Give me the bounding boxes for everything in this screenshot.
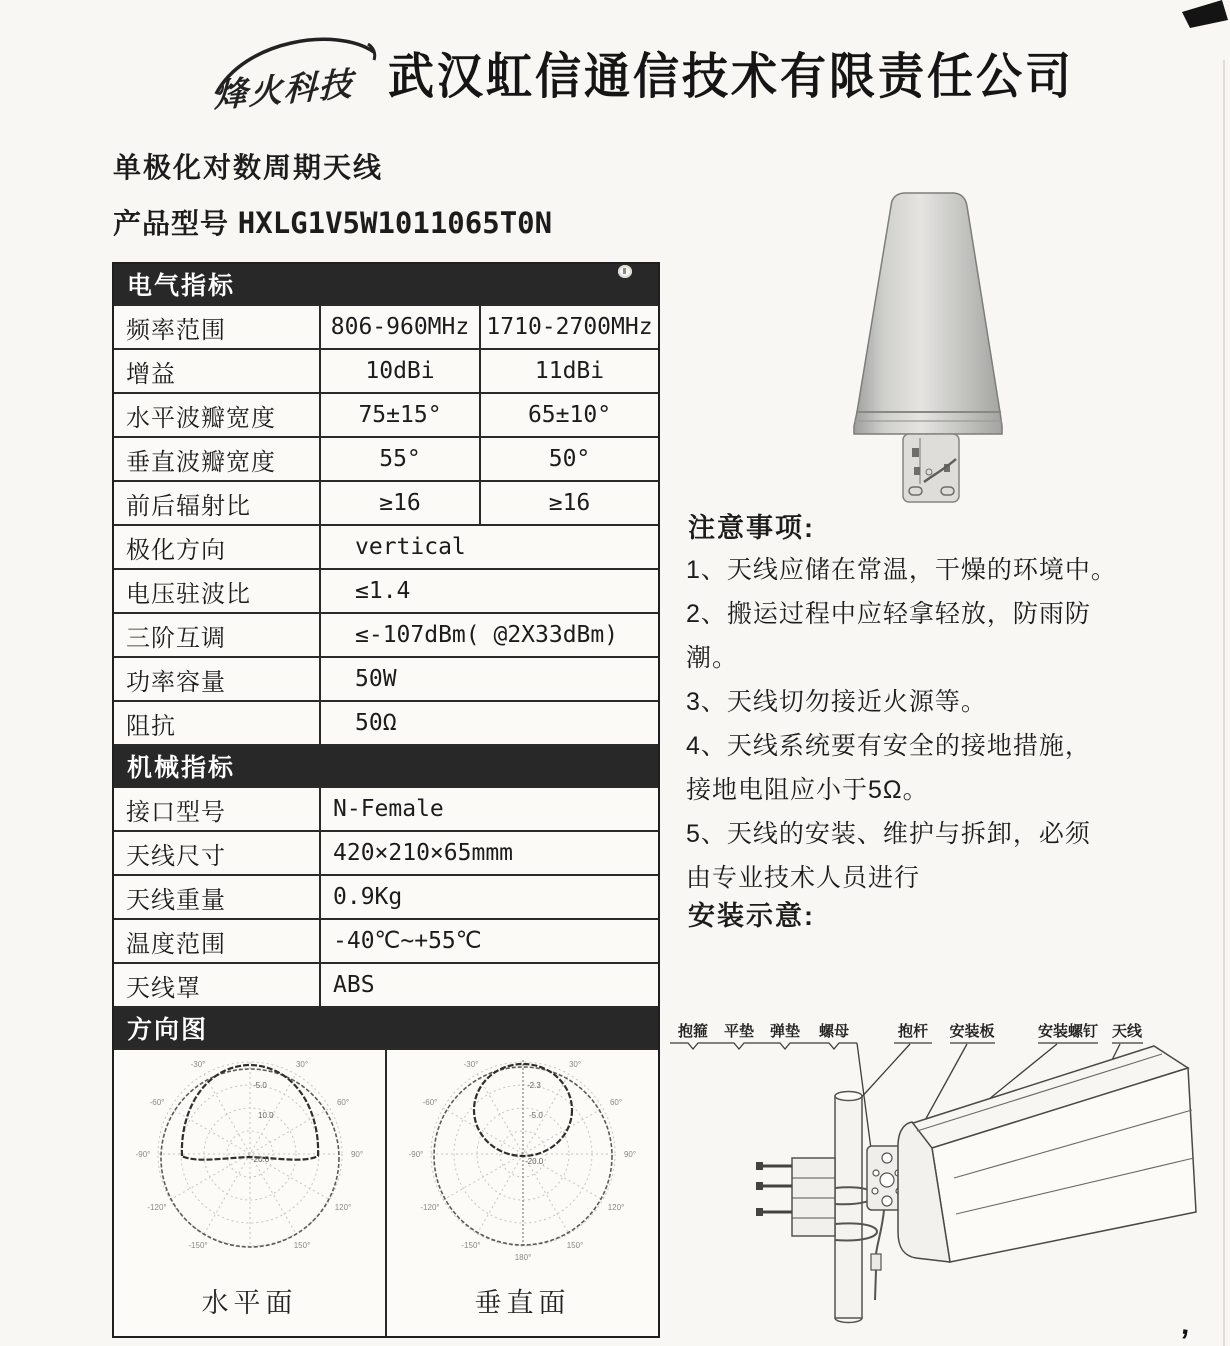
spec-value: 55°: [321, 438, 481, 480]
angle-tick: 60°: [609, 1098, 622, 1107]
angle-tick: -120°: [146, 1203, 167, 1212]
install-label: 抱杆: [897, 1023, 929, 1040]
table-row: [114, 436, 658, 480]
spec-value: 50W: [355, 666, 397, 692]
angle-tick: 120°: [334, 1203, 351, 1212]
pattern-caption-vertical: 垂直面: [474, 1288, 571, 1318]
spec-label: 天线罩: [114, 964, 321, 1006]
spec-value: ABS: [333, 972, 375, 998]
table-row: [114, 962, 658, 1006]
angle-tick: -120°: [419, 1203, 440, 1212]
spec-label: 电压驻波比: [114, 570, 321, 612]
install-line-drawing: [662, 1016, 1228, 1346]
product-title: 单极化对数周期天线: [113, 152, 384, 183]
table-row: [114, 480, 658, 524]
spec-label: 极化方向: [114, 526, 321, 568]
angle-tick: 150°: [293, 1241, 310, 1250]
spec-label: 天线尺寸: [114, 832, 321, 874]
install-label: 螺母: [818, 1023, 850, 1040]
table-row: [114, 392, 658, 436]
table-row: [114, 656, 658, 700]
angle-tick: -30°: [190, 1060, 205, 1069]
spec-value: 1710-2700MHz: [486, 314, 653, 340]
radial-label: -20.0: [250, 1155, 269, 1164]
table-row: [114, 786, 658, 830]
logo-text: 烽火科技: [213, 64, 355, 115]
spec-label: 前后辐射比: [114, 482, 321, 524]
spec-value: 50°: [548, 446, 591, 472]
vertical-pattern-cell: [387, 1050, 658, 1336]
angle-tick: 90°: [623, 1150, 636, 1159]
spec-label: 三阶互调: [114, 614, 321, 656]
scan-edge-line: [1223, 60, 1225, 1346]
install-label: 天线: [1111, 1023, 1143, 1040]
angle-tick: 90°: [350, 1150, 363, 1159]
table-row: [114, 700, 658, 744]
angle-tick: 150°: [566, 1241, 583, 1250]
table-row: [114, 524, 658, 568]
radial-label: -20.0: [524, 1157, 543, 1166]
note-line: 5、天线的安装、维护与拆卸，必须: [686, 820, 1091, 848]
table-row: [114, 918, 658, 962]
spec-value: -40℃~+55℃: [333, 928, 482, 954]
company-logo: [208, 30, 388, 118]
spec-label: 增益: [114, 350, 321, 392]
note-line: 3、天线切勿接近火源等。: [686, 688, 987, 716]
spec-label: 接口型号: [114, 788, 321, 830]
radial-label: -5.0: [252, 1081, 267, 1090]
spec-value: ≤-107dBm( @2X33dBm): [355, 622, 619, 648]
spec-value: 65±10°: [527, 402, 612, 428]
spec-label: 水平波瓣宽度: [114, 394, 321, 436]
table-row: [114, 348, 658, 392]
scan-corner-mark: [1178, 0, 1230, 37]
table-row: [114, 304, 658, 348]
section-title: 方向图: [127, 1016, 209, 1044]
radial-label: 10.0: [257, 1111, 274, 1120]
section-header-mechanical: [114, 744, 658, 786]
angle-tick: -60°: [149, 1098, 164, 1107]
spec-label: 垂直波瓣宽度: [114, 438, 321, 480]
antenna-radome-drawing: [828, 176, 1158, 511]
spec-label: 天线重量: [114, 876, 321, 918]
install-label: 平垫: [723, 1023, 755, 1040]
angle-tick: -90°: [135, 1150, 150, 1159]
note-line: 潮。: [686, 644, 739, 672]
model-value: HXLG1V5W1011065T0N: [237, 206, 553, 240]
section-header-electrical: [114, 264, 658, 304]
spec-value: 806-960MHz: [321, 306, 481, 348]
section-header-patterns: [114, 1006, 658, 1048]
product-model-line: [113, 202, 552, 242]
spec-value: 11dBi: [534, 358, 605, 384]
angle-tick: -30°: [463, 1060, 478, 1069]
spec-value: 50Ω: [355, 710, 397, 736]
model-label: 产品型号: [113, 208, 230, 239]
spec-value: 10dBi: [321, 350, 481, 392]
spec-table: [112, 262, 660, 1338]
install-label: 弹垫: [769, 1023, 801, 1040]
install-label: 抱箍: [677, 1023, 709, 1040]
table-row: [114, 612, 658, 656]
horizontal-pattern-plot: [127, 1052, 373, 1276]
note-line: 由专业技术人员进行: [686, 864, 921, 892]
angle-tick: -60°: [422, 1098, 437, 1107]
section-title: 机械指标: [127, 754, 236, 782]
antenna-product-photo: [828, 176, 1158, 516]
install-label: 安装螺钉: [1037, 1023, 1099, 1040]
table-row: [114, 830, 658, 874]
angle-tick: 120°: [607, 1203, 624, 1212]
install-title: 安装示意:: [688, 901, 815, 931]
angle-tick: 30°: [295, 1060, 308, 1069]
note-line: 4、天线系统要有安全的接地措施，: [686, 732, 1091, 760]
angle-tick: -90°: [408, 1150, 423, 1159]
notes-title: 注意事项:: [688, 513, 815, 543]
table-row: [114, 568, 658, 612]
horizontal-pattern-cell: [114, 1050, 387, 1336]
install-diagram: [662, 1016, 1228, 1346]
radial-label: -5.0: [528, 1111, 543, 1120]
note-line: 2、搬运过程中应轻拿轻放，防雨防: [686, 600, 1091, 628]
spec-label: 功率容量: [114, 658, 321, 700]
spec-value: 420×210×65mmm: [333, 840, 514, 866]
angle-tick: 180°: [514, 1253, 531, 1262]
spec-value: N-Female: [333, 796, 444, 822]
angle-tick: 30°: [568, 1060, 581, 1069]
spec-label: 阻抗: [114, 702, 321, 744]
angle-tick: -150°: [187, 1241, 208, 1250]
spec-value: vertical: [355, 534, 466, 560]
spec-value: ≤1.4: [355, 578, 411, 604]
note-line: 接地电阻应小于5Ω。: [686, 776, 929, 804]
angle-tick: 60°: [336, 1098, 349, 1107]
spec-label: 温度范围: [114, 920, 321, 962]
section-title: 电气指标: [127, 272, 236, 300]
spec-value: ≥16: [321, 482, 481, 524]
radial-label: -2.3: [526, 1081, 541, 1090]
scan-bottom-mark: ,: [1179, 1307, 1193, 1342]
pattern-caption-horizontal: 水平面: [201, 1288, 298, 1318]
spec-value: 75±15°: [321, 394, 481, 436]
note-line: 1、天线应储在常温，干燥的环境中。: [686, 556, 1117, 584]
spec-label: 频率范围: [114, 306, 321, 348]
spec-value: ≥16: [548, 490, 591, 516]
table-row: [114, 874, 658, 918]
company-name: 武汉虹信通信技术有限责任公司: [388, 48, 1074, 104]
pattern-plots: [114, 1048, 658, 1336]
vertical-pattern-plot: [400, 1052, 646, 1276]
spec-value: 0.9Kg: [333, 884, 403, 910]
install-label: 安装板: [949, 1023, 995, 1040]
notes-list: [686, 548, 1222, 900]
angle-tick: -150°: [460, 1241, 481, 1250]
scan-artifact-speck: [618, 265, 632, 278]
